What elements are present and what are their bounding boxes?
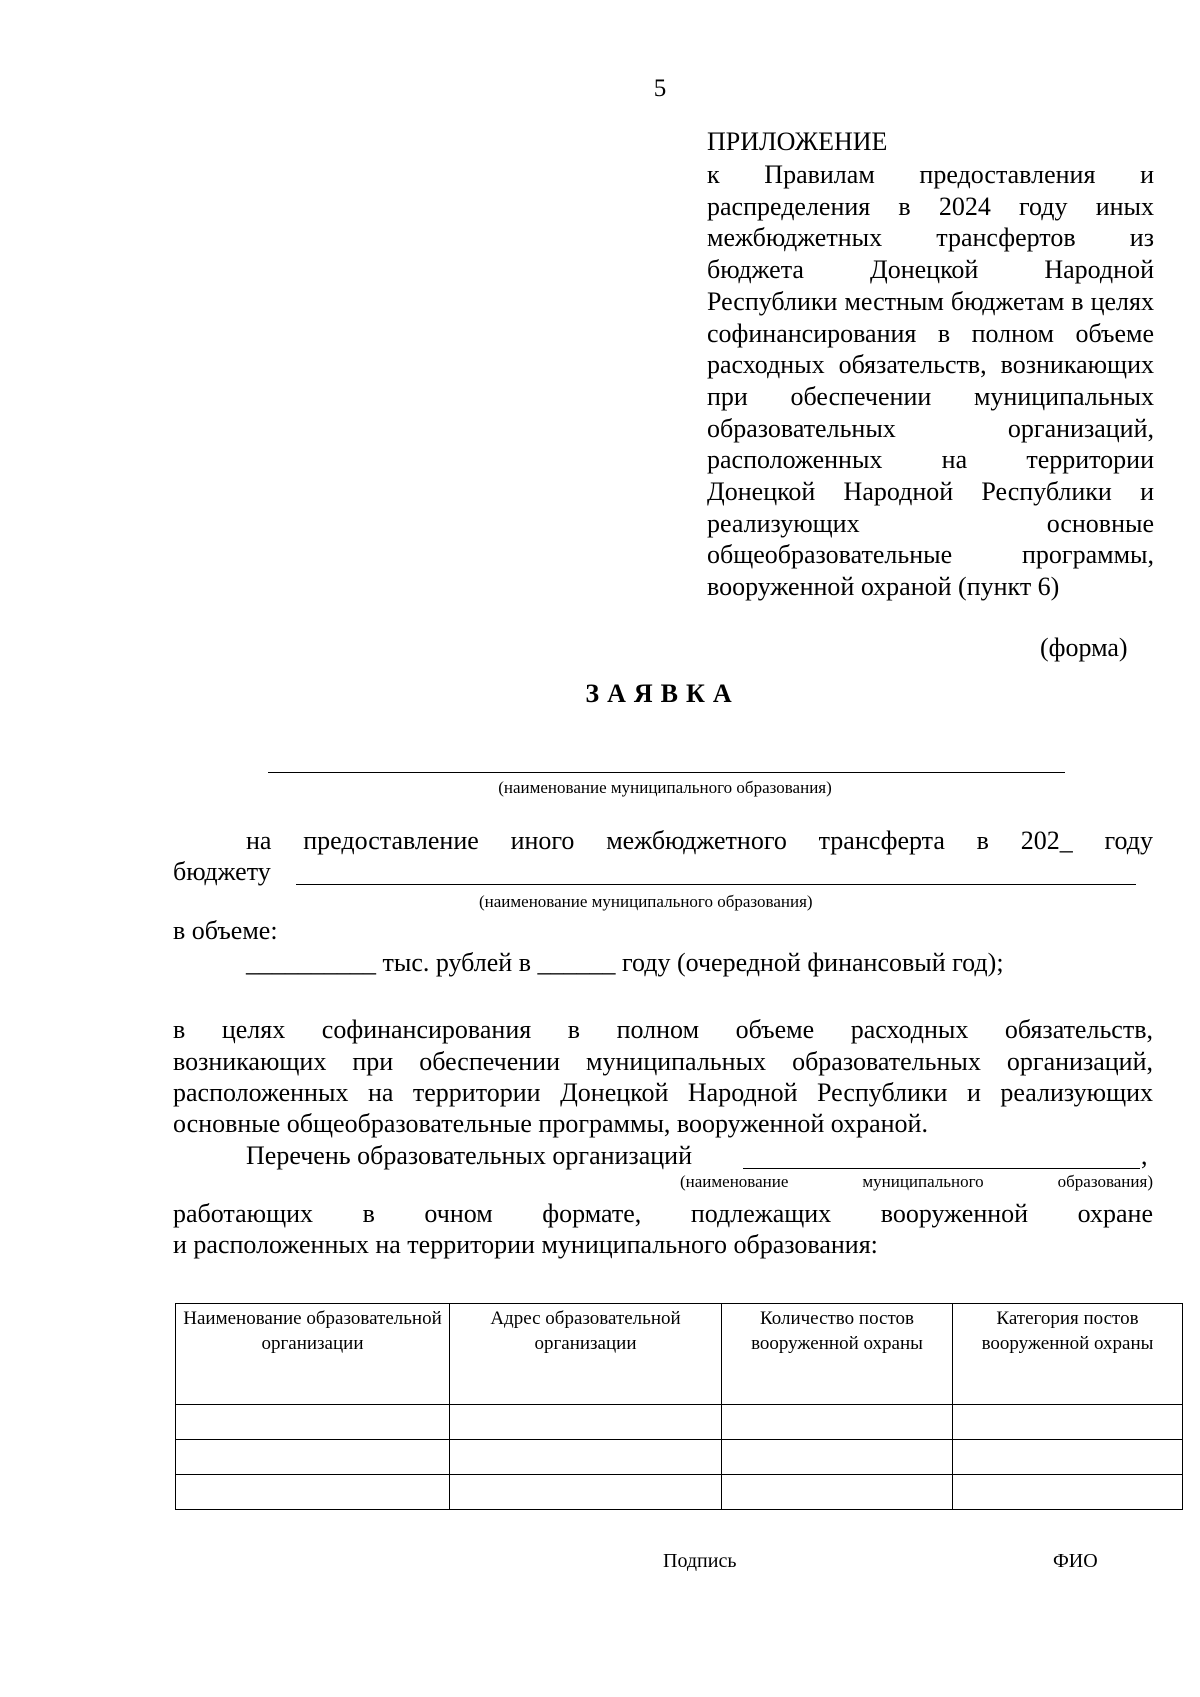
table-cell bbox=[176, 1440, 450, 1475]
table-row bbox=[176, 1440, 1183, 1475]
full-name-label: ФИО bbox=[1053, 1550, 1098, 1572]
header-posts-count: Количество постов вооруженной охраны bbox=[722, 1304, 953, 1405]
table-cell bbox=[450, 1440, 722, 1475]
purpose-line-3: расположенных на территории Донецкой Народной Республики и реализующих bbox=[173, 1078, 1153, 1107]
list-comma: , bbox=[1141, 1141, 1148, 1170]
list-line-1 bbox=[173, 1140, 1153, 1171]
table-row bbox=[176, 1405, 1183, 1440]
header-org-name: Наименование образовательной организации bbox=[176, 1304, 450, 1405]
list-caption bbox=[680, 1172, 1153, 1192]
purpose-line-2: возникающих при обеспечении муниципальных образовательных организаций, bbox=[173, 1047, 1153, 1076]
municipality-name-line bbox=[268, 772, 1065, 773]
table-cell bbox=[450, 1475, 722, 1510]
document-title: ЗАЯВКА bbox=[585, 679, 740, 708]
organizations-table bbox=[175, 1303, 1183, 1510]
table-cell bbox=[450, 1405, 722, 1440]
request-line-1: на предоставление иного межбюджетного трансферта в 202_ году bbox=[246, 826, 1153, 855]
table-cell bbox=[176, 1475, 450, 1510]
signature-label: Подпись bbox=[663, 1550, 737, 1572]
header-posts-category: Категория постов вооруженной охраны bbox=[953, 1304, 1183, 1405]
appendix-title: ПРИЛОЖЕНИЕ bbox=[707, 127, 888, 156]
list-caption-part: образования) bbox=[1057, 1172, 1153, 1191]
municipality-caption: (наименование муниципального образования) bbox=[498, 778, 832, 797]
budget-caption: (наименование муниципального образования) bbox=[479, 892, 813, 911]
list-caption-part: (наименование bbox=[680, 1172, 789, 1191]
table-cell bbox=[953, 1405, 1183, 1440]
year-text: году (очередной финансовый год); bbox=[621, 948, 1004, 977]
list-intro: Перечень образовательных организаций bbox=[246, 1141, 692, 1170]
list-line-2: работающих в очном формате, подлежащих вооруженной охране bbox=[173, 1199, 1153, 1228]
purpose-line-1: в целях софинансирования в полном объеме расходных обязательств, bbox=[173, 1015, 1153, 1044]
table-cell bbox=[722, 1405, 953, 1440]
budget-name-line bbox=[296, 884, 1136, 885]
header-org-address: Адрес образовательной организации bbox=[450, 1304, 722, 1405]
list-municipality-line bbox=[743, 1168, 1140, 1169]
table-row bbox=[176, 1475, 1183, 1510]
table-cell bbox=[953, 1440, 1183, 1475]
form-label: (форма) bbox=[1040, 633, 1128, 662]
request-line-3: в объеме: bbox=[173, 916, 278, 945]
table-cell bbox=[722, 1475, 953, 1510]
year-blank: ______ bbox=[537, 948, 616, 977]
page-number: 5 bbox=[653, 75, 667, 102]
amount-text: тыс. рублей в bbox=[382, 948, 531, 977]
request-line-4 bbox=[173, 947, 1153, 978]
list-line-3: и расположенных на территории муниципального образования: bbox=[173, 1230, 878, 1259]
purpose-line-4: основные общеобразовательные программы, вооруженной охраной. bbox=[173, 1109, 928, 1138]
amount-blank: __________ bbox=[246, 948, 376, 977]
list-caption-part: муниципального bbox=[862, 1172, 984, 1191]
table-header-row bbox=[176, 1304, 1183, 1405]
table-cell bbox=[722, 1440, 953, 1475]
request-line-2 bbox=[173, 856, 1153, 887]
budget-prefix: бюджету bbox=[173, 857, 271, 886]
table-cell bbox=[176, 1405, 450, 1440]
table-cell bbox=[953, 1475, 1183, 1510]
appendix-body: к Правилам предоставления и распределения в 2024 году иных межбюджетных трансфертов из бюджета Донецкой Народной Республики местным бюджетам в целях софинансирования в полном объеме расходных обязательств, возникающих при обеспечении муниципальных образовательных организаций, расположенных на территории Донецкой Народной Республики и реализующих основные общеобразовательные программы, вооруженной охраной (пункт 6) bbox=[707, 160, 1154, 602]
